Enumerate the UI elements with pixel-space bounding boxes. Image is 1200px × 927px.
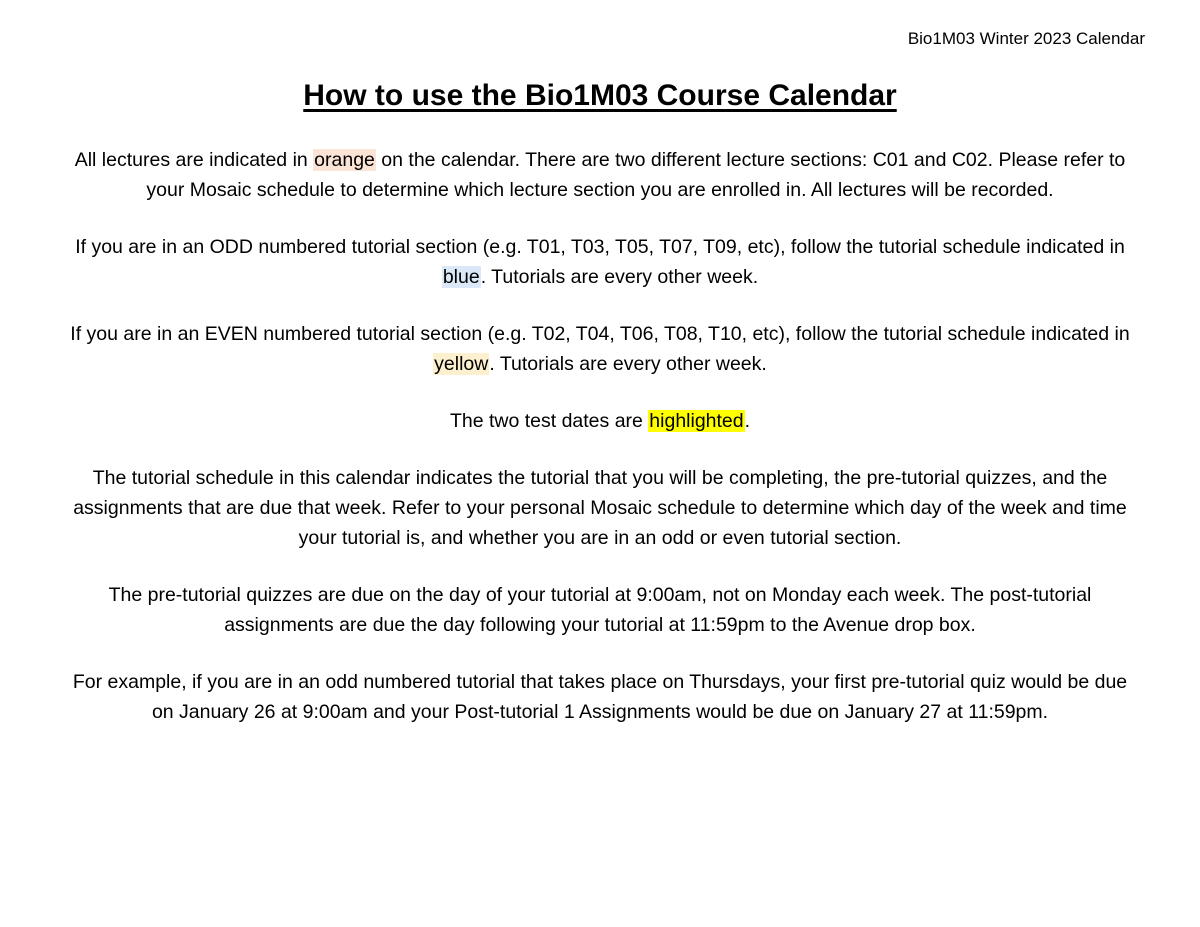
paragraph-schedule: The tutorial schedule in this calendar indicates the tutorial that you will be completing, the pre-tutorial quizzes, and the assignments that are due that week. Refer to your personal Mosaic schedule to determine which day of the week and time your tutorial is, and whether you are in an odd or even tutorial section.	[73, 467, 1127, 549]
paragraph-lectures	[70, 145, 1130, 205]
even-text-before: If you are in an EVEN numbered tutorial section (e.g. T02, T04, T06, T08, T10, etc), follow the tutorial schedule indicated in	[70, 323, 1130, 345]
paragraph-quizzes: The pre-tutorial quizzes are due on the day of your tutorial at 9:00am, not on Monday each week. The post-tutorial assignments are due the day following your tutorial at 11:59pm to the Avenue drop box.	[108, 584, 1092, 636]
lectures-text-after: on the calendar. There are two different lecture sections: C01 and C02. Please refer to your Mosaic schedule to determine which lecture section you are enrolled in. All lectures will be recorded.	[146, 149, 1126, 201]
lectures-text-before: All lectures are indicated in	[74, 149, 314, 171]
orange-highlight: orange	[314, 149, 375, 171]
yellow-highlight: yellow	[434, 353, 489, 375]
paragraph-example: For example, if you are in an odd numbered tutorial that takes place on Thursdays, your first pre-tutorial quiz would be due on January 26 at 9:00am and your Post-tutorial 1 Assignments would be due on January 27 at 11:59pm.	[72, 671, 1128, 723]
paragraph-odd-tutorials	[70, 232, 1130, 292]
odd-text-after: . Tutorials are every other week.	[480, 266, 759, 288]
page-title: How to use the Bio1M03 Course Calendar	[303, 79, 897, 112]
document-body	[70, 145, 1130, 754]
test-date-highlight: highlighted	[649, 410, 744, 432]
paragraph-tests	[70, 406, 1130, 436]
blue-highlight: blue	[442, 266, 480, 288]
running-header: Bio1M03 Winter 2023 Calendar	[907, 29, 1145, 48]
even-text-after: . Tutorials are every other week.	[489, 353, 767, 375]
tests-text-after: .	[744, 410, 751, 432]
odd-text-before: If you are in an ODD numbered tutorial section (e.g. T01, T03, T05, T07, T09, etc), follow the tutorial schedule indicated in	[75, 236, 1125, 258]
tests-text-before: The two test dates are	[449, 410, 649, 432]
paragraph-even-tutorials	[70, 319, 1130, 379]
